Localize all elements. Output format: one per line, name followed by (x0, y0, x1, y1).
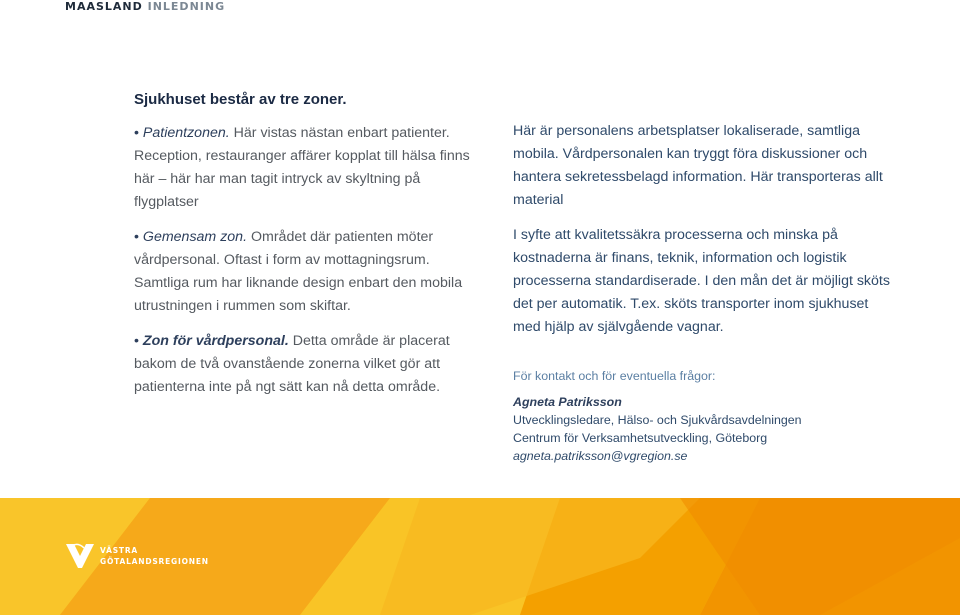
zone-item (134, 122, 484, 214)
page-header (65, 0, 225, 13)
header-brand: MAASLAND (65, 0, 143, 13)
section-heading: Sjukhuset består av tre zoner. (134, 91, 347, 108)
zone-title: Patientzonen. (142, 125, 230, 141)
zone-text: Detta område är placerat bakom de två ovanstående zonerna vilket gör att patienterna inte på ngt sätt kan nå detta område. (134, 333, 450, 395)
zone-item (134, 330, 484, 399)
header-section: INLEDNING (147, 0, 226, 13)
contact-email[interactable]: agneta.patriksson@vgregion.se (513, 449, 688, 463)
zone-text: Här vistas nästan enbart patienter. Reception, restauranger affärer kopplat till hälsa finns här – här har man tagit intryck av skyltning på flygplatser (134, 125, 470, 210)
zone-item (134, 226, 484, 318)
contact-org: Centrum för Verksamhetsutveckling, Göteborg (513, 431, 768, 445)
svg-text:VÄSTRA: VÄSTRA (100, 546, 138, 555)
paragraph-processes: I syfte att kvalitetssäkra processerna och minska på kostnaderna är finans, teknik, information och logistik processerna standardiserade. I den mån det är möjligt sköts det per automatik. T.ex. sköts transporter inom sjukhuset med hjälp av självgående vagnar. (513, 227, 890, 335)
logo-mark-icon (64, 540, 224, 572)
contact-name: Agneta Patriksson (513, 395, 622, 409)
zone-title: Zon för vårdpersonal. (142, 333, 289, 349)
bullet-icon: • (134, 229, 139, 245)
zone-text: Området där patienten möter vårdpersonal. Oftast i form av mottagningsrum. Samtliga rum har liknande design enbart den mobila utrustningen i rummen som skiftar. (134, 229, 463, 314)
region-logo (64, 540, 224, 572)
contact-role: Utvecklingsledare, Hälso- och Sjukvårdsavdelningen (513, 413, 802, 427)
contact-intro: För kontakt och för eventuella frågor: (513, 369, 716, 383)
paragraph-personnel: Här är personalens arbetsplatser lokaliserade, samtliga mobila. Vårdpersonalen kan tryggt föra diskussioner och hantera sekretessbelagd information. Här transporteras allt material (513, 123, 883, 208)
bullet-icon: • (134, 125, 139, 141)
zone-title: Gemensam zon. (142, 229, 248, 245)
svg-text:GÖTALANDSREGIONEN: GÖTALANDSREGIONEN (100, 557, 209, 566)
contact-block (513, 367, 893, 465)
bullet-icon: • (134, 333, 139, 349)
right-column (513, 120, 893, 351)
left-column (134, 88, 484, 411)
